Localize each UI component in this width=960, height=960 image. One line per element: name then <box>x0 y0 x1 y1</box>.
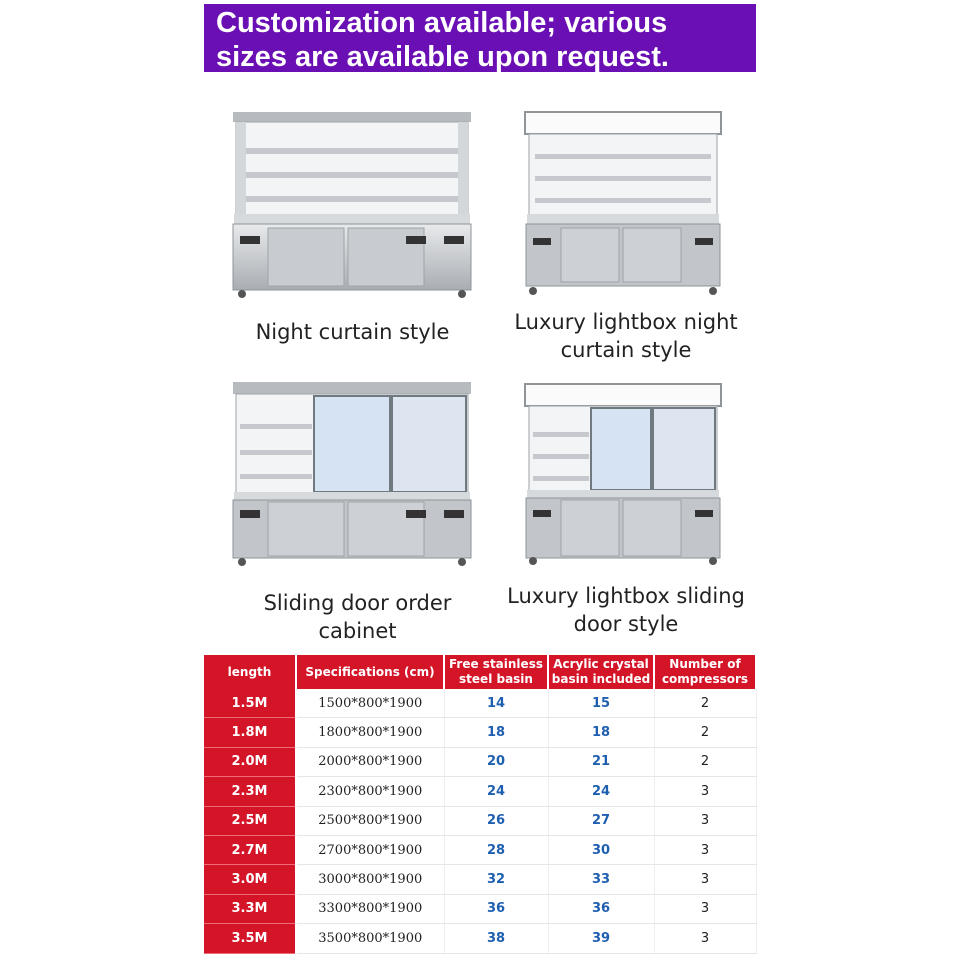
product-caption <box>230 318 475 346</box>
product-caption-line-2: door style <box>573 612 679 636</box>
cell-length: 3.0M <box>204 865 296 894</box>
lightbox-sliding-cabinet-icon <box>523 382 723 566</box>
cell-acrylic-basin: 33 <box>548 865 654 894</box>
product-caption-line-1: Sliding door order <box>263 591 452 615</box>
lightbox-display-cabinet-icon <box>523 110 723 298</box>
table-row <box>204 865 756 894</box>
cell-stainless-basin: 20 <box>444 747 548 776</box>
cell-compressors: 3 <box>654 924 756 953</box>
product-image-night-curtain <box>230 110 475 298</box>
table-row <box>204 718 756 747</box>
cell-length: 2.7M <box>204 835 296 864</box>
cell-compressors: 3 <box>654 894 756 923</box>
header-length: length <box>204 655 296 689</box>
product-caption <box>230 589 485 645</box>
banner-line-1: Customization available; various <box>216 7 668 39</box>
cell-acrylic-basin: 24 <box>548 777 654 806</box>
header-acrylic-basin: Acrylic crystal basin included <box>548 655 654 689</box>
cell-compressors: 2 <box>654 718 756 747</box>
cell-specification: 1800*800*1900 <box>296 718 444 747</box>
table-row <box>204 777 756 806</box>
product-caption <box>495 582 757 638</box>
product-image-lightbox-sliding <box>523 382 723 566</box>
specification-table <box>204 655 757 954</box>
cell-compressors: 3 <box>654 806 756 835</box>
table-row <box>204 747 756 776</box>
cell-stainless-basin: 26 <box>444 806 548 835</box>
cell-compressors: 2 <box>654 689 756 718</box>
table-row <box>204 806 756 835</box>
cell-specification: 3300*800*1900 <box>296 894 444 923</box>
cell-acrylic-basin: 21 <box>548 747 654 776</box>
cell-compressors: 3 <box>654 835 756 864</box>
cell-specification: 3500*800*1900 <box>296 924 444 953</box>
cell-length: 3.3M <box>204 894 296 923</box>
table-row <box>204 924 756 953</box>
table-row <box>204 894 756 923</box>
cell-specification: 1500*800*1900 <box>296 689 444 718</box>
cell-length: 1.5M <box>204 689 296 718</box>
product-caption-line-1: Night curtain style <box>255 320 450 344</box>
sliding-door-cabinet-icon <box>230 380 475 566</box>
cell-compressors: 2 <box>654 747 756 776</box>
cell-length: 2.5M <box>204 806 296 835</box>
product-caption-line-2: curtain style <box>560 338 692 362</box>
cell-acrylic-basin: 15 <box>548 689 654 718</box>
cell-specification: 3000*800*1900 <box>296 865 444 894</box>
promo-banner <box>204 4 756 72</box>
cell-acrylic-basin: 18 <box>548 718 654 747</box>
product-caption-line-2: cabinet <box>318 619 397 643</box>
cell-length: 2.0M <box>204 747 296 776</box>
product-caption <box>495 308 757 364</box>
cell-compressors: 3 <box>654 777 756 806</box>
table-row <box>204 689 756 718</box>
cell-stainless-basin: 38 <box>444 924 548 953</box>
product-caption-line-1: Luxury lightbox sliding <box>507 584 745 608</box>
cell-length: 2.3M <box>204 777 296 806</box>
header-stainless-basin: Free stainless steel basin <box>444 655 548 689</box>
cell-specification: 2500*800*1900 <box>296 806 444 835</box>
product-image-sliding-door <box>230 380 475 566</box>
cell-specification: 2300*800*1900 <box>296 777 444 806</box>
cell-stainless-basin: 36 <box>444 894 548 923</box>
cell-stainless-basin: 14 <box>444 689 548 718</box>
cell-acrylic-basin: 39 <box>548 924 654 953</box>
cell-compressors: 3 <box>654 865 756 894</box>
cell-specification: 2000*800*1900 <box>296 747 444 776</box>
open-display-cabinet-icon <box>230 110 475 298</box>
cell-stainless-basin: 24 <box>444 777 548 806</box>
banner-line-2: sizes are available upon request. <box>216 41 669 73</box>
table-row <box>204 835 756 864</box>
cell-stainless-basin: 18 <box>444 718 548 747</box>
cell-stainless-basin: 28 <box>444 835 548 864</box>
header-specifications: Specifications (cm) <box>296 655 444 689</box>
cell-length: 1.8M <box>204 718 296 747</box>
product-image-lightbox-night-curtain <box>523 110 723 298</box>
cell-acrylic-basin: 30 <box>548 835 654 864</box>
header-compressors: Number of compressors <box>654 655 756 689</box>
cell-acrylic-basin: 27 <box>548 806 654 835</box>
table-header-row <box>204 655 756 689</box>
product-caption-line-1: Luxury lightbox night <box>514 310 738 334</box>
cell-acrylic-basin: 36 <box>548 894 654 923</box>
cell-specification: 2700*800*1900 <box>296 835 444 864</box>
cell-length: 3.5M <box>204 924 296 953</box>
cell-stainless-basin: 32 <box>444 865 548 894</box>
